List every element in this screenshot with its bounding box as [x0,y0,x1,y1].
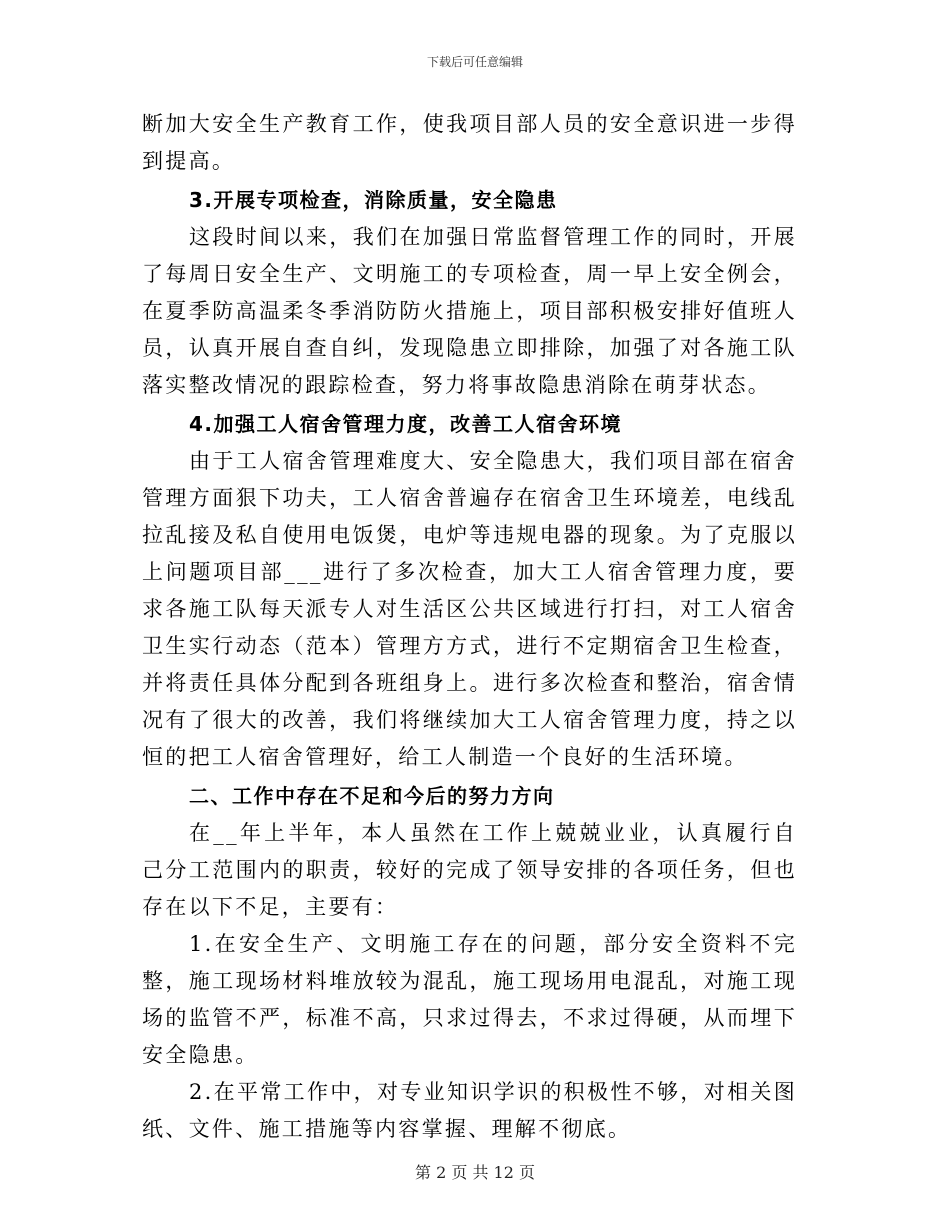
subheading-4: 4.加强工人宿舍管理力度，改善工人宿舍环境 [189,412,623,436]
page-number: 第 2 页 共 12 页 [415,1163,535,1182]
subheading-3: 3.开展专项检查，消除质量，安全隐患 [189,188,558,212]
paragraph-shortcomings: 在__年上半年，本人虽然在工作上兢兢业业，认真履行自己分工范围内的职责，较好的完成了领导安排的各项任务，但也存在以下不足，主要有： [142,821,797,919]
document-body [142,106,797,1148]
page-header: 下载后可任意编辑 [426,55,523,69]
paragraph-item-2: 2.在平常工作中，对专业知识学识的积极性不够，对相关图纸、文件、施工措施等内容掌握、理解不彻底。 [142,1080,797,1141]
paragraph-item-1: 1.在安全生产、文明施工存在的问题，部分安全资料不完整，施工现场材料堆放较为混乱，施工现场用电混乱，对施工现场的监管不严，标准不高，只求过得去，不求过得硬，从而埋下安全隐患。 [142,932,797,1067]
paragraph-inspection: 这段时间以来，我们在加强日常监督管理工作的同时，开展了每周日安全生产、文明施工的专项检查，周一早上安全例会，在夏季防高温柔冬季消防防火措施上，项目部积极安排好值班人员，认真开展自查自纠，发现隐患立即排除，加强了对各施工队落实整改情况的跟踪检查，努力将事故隐患消除在萌芽状态。 [142,225,797,397]
paragraph-dormitory: 由于工人宿舍管理难度大、安全隐患大，我们项目部在宿舍管理方面狠下功夫，工人宿舍普遍存在宿舍卫生环境差，电线乱拉乱接及私自使用电饭煲，电炉等违规电器的现象。为了克服以上问题项目部___进行了多次检查，加大工人宿舍管理力度，要求各施工队每天派专人对生活区公共区域进行打扫，对工人宿舍卫生实行动态（范本）管理方方式，进行不定期宿舍卫生检查，并将责任具体分配到各班组身上。进行多次检查和整治，宿舍情况有了很大的改善，我们将继续加大工人宿舍管理力度，持之以恒的把工人宿舍管理好，给工人制造一个良好的生活环境。 [142,449,797,769]
section-heading-2: 二、工作中存在不足和今后的努力方向 [189,784,555,808]
paragraph-continuation: 断加大安全生产教育工作，使我项目部人员的安全意识进一步得到提高。 [142,112,797,173]
